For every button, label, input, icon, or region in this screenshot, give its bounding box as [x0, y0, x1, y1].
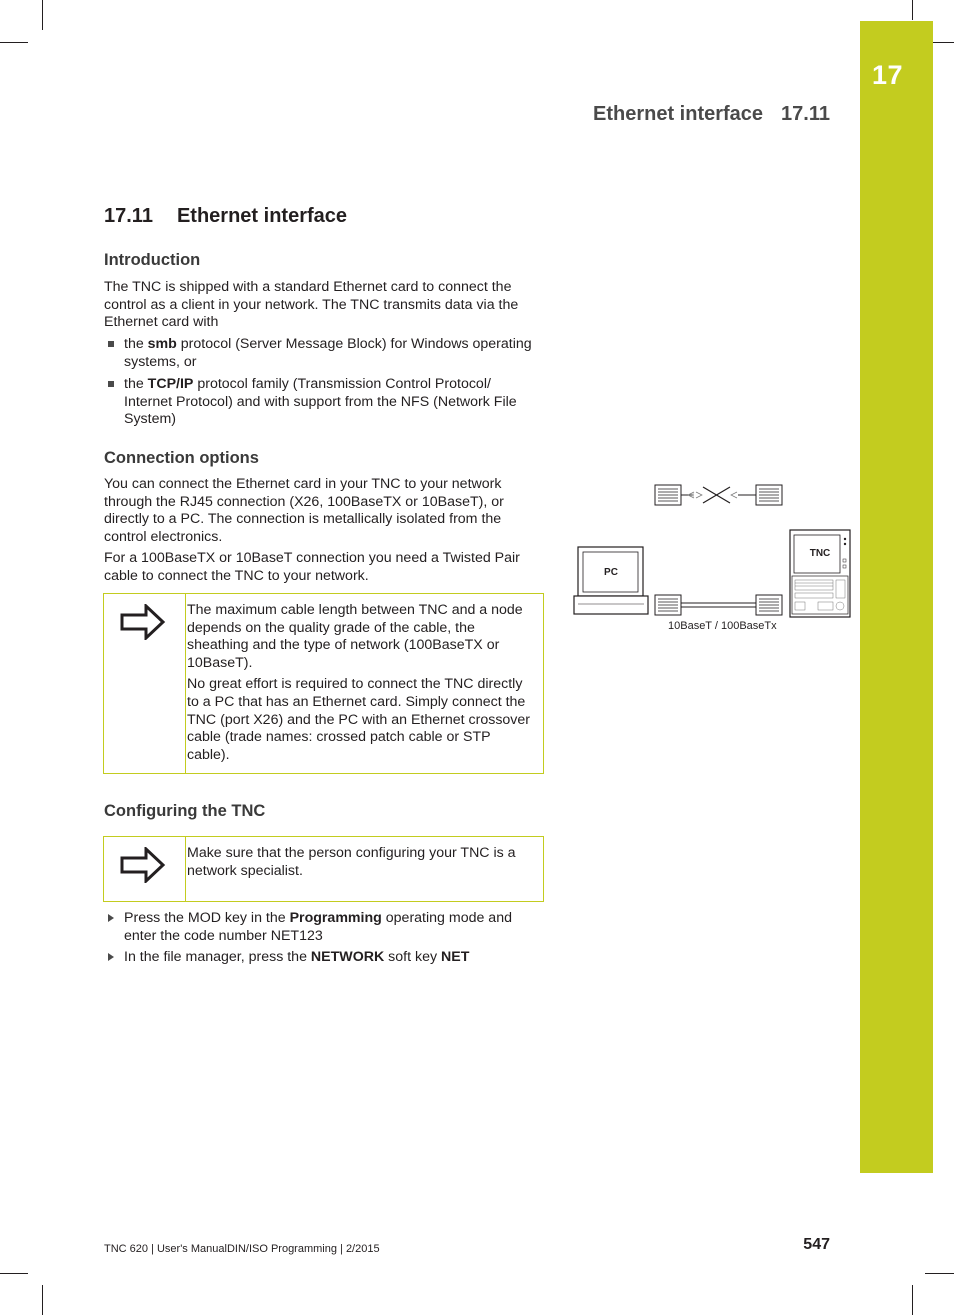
bold-term: NETWORK — [310, 949, 385, 965]
bold-term: smb — [147, 336, 177, 352]
note-box — [103, 593, 544, 774]
connection-paragraph: For a 100BaseTX or 10BaseT connection you need a Twisted Pair cable to connect the TNC to your network. — [104, 550, 520, 584]
chapter-tab — [860, 21, 933, 1173]
list-item: Press the MOD key in the Programming operating mode and enter the code number NET123 — [104, 910, 542, 945]
note-divider — [185, 837, 186, 901]
straight-cable — [655, 595, 782, 615]
list-item: the smb protocol (Server Message Block) for Windows operating systems, or — [104, 336, 542, 371]
connection-heading: Connection options — [104, 449, 259, 467]
running-title: Ethernet interface — [592, 103, 764, 125]
crop-mark — [0, 1273, 28, 1274]
pc-computer — [574, 547, 648, 614]
arrow-right-icon — [120, 604, 166, 640]
crop-mark — [0, 42, 28, 43]
chapter-number: 17 — [872, 60, 904, 90]
step-arrow-icon — [108, 953, 114, 961]
introduction-paragraph: The TNC is shipped with a standard Ethernet card to connect the control as a client in your network. The TNC transmits data via the Ethernet card with — [104, 279, 519, 331]
step-arrow-icon — [108, 914, 114, 922]
connection-paragraph: You can connect the Ethernet card in your TNC to your network through the RJ45 connection (X26, 100BaseTX or 10BaseT), or directly to a PC. The connection is metallically isolated from the control electronics. — [104, 476, 504, 545]
bold-term: TCP/IP — [147, 376, 194, 392]
crossover-cable — [655, 485, 782, 505]
note-text: The maximum cable length between TNC and a node depends on the quality grade of the cable, the sheathing and the type of network (100BaseTX or 10BaseT). No great effort is required to connect the TNC directly to a PC that has an Ethernet card. Simply connect the TNC (port X26) and the PC with an Ethernet crossover cable (trade names: crossed patch cable or STP cable). — [187, 602, 531, 763]
introduction-heading: Introduction — [104, 251, 201, 269]
bold-term: Programming — [289, 910, 382, 926]
list-item: the TCP/IP protocol family (Transmission Control Protocol/ Internet Protocol) and with support from the NFS (Network File System) — [104, 376, 542, 429]
pc-label: PC — [604, 567, 618, 578]
cable-label: 10BaseT / 100BaseTx — [668, 620, 777, 632]
bold-term: NET — [441, 949, 470, 965]
page-number: 547 — [803, 1236, 830, 1253]
footer-text: TNC 620 | User's ManualDIN/ISO Programming | 2/2015 — [104, 1243, 380, 1255]
section-number: 17.11 — [104, 205, 153, 227]
tnc-control — [790, 530, 850, 617]
note-box — [103, 836, 544, 902]
crop-mark — [925, 1273, 954, 1274]
section-name: Ethernet interface — [176, 205, 348, 227]
network-diagram — [570, 478, 855, 623]
crop-mark — [912, 1285, 913, 1315]
crop-mark — [912, 0, 913, 20]
crop-mark — [42, 1285, 43, 1315]
arrow-right-icon — [120, 847, 166, 883]
list-item: In the file manager, press the NETWORK soft key NET — [104, 949, 542, 967]
section-title — [104, 205, 347, 228]
bullet-square-icon — [108, 341, 114, 347]
running-section: 17.11 — [781, 103, 830, 125]
note-divider — [185, 594, 186, 773]
note-text: Make sure that the person configuring your TNC is a network specialist. — [187, 845, 516, 879]
running-header — [593, 103, 830, 126]
crop-mark — [42, 0, 43, 30]
tnc-label: TNC — [809, 548, 831, 559]
configuring-heading: Configuring the TNC — [104, 802, 266, 820]
bullet-square-icon — [108, 381, 114, 387]
